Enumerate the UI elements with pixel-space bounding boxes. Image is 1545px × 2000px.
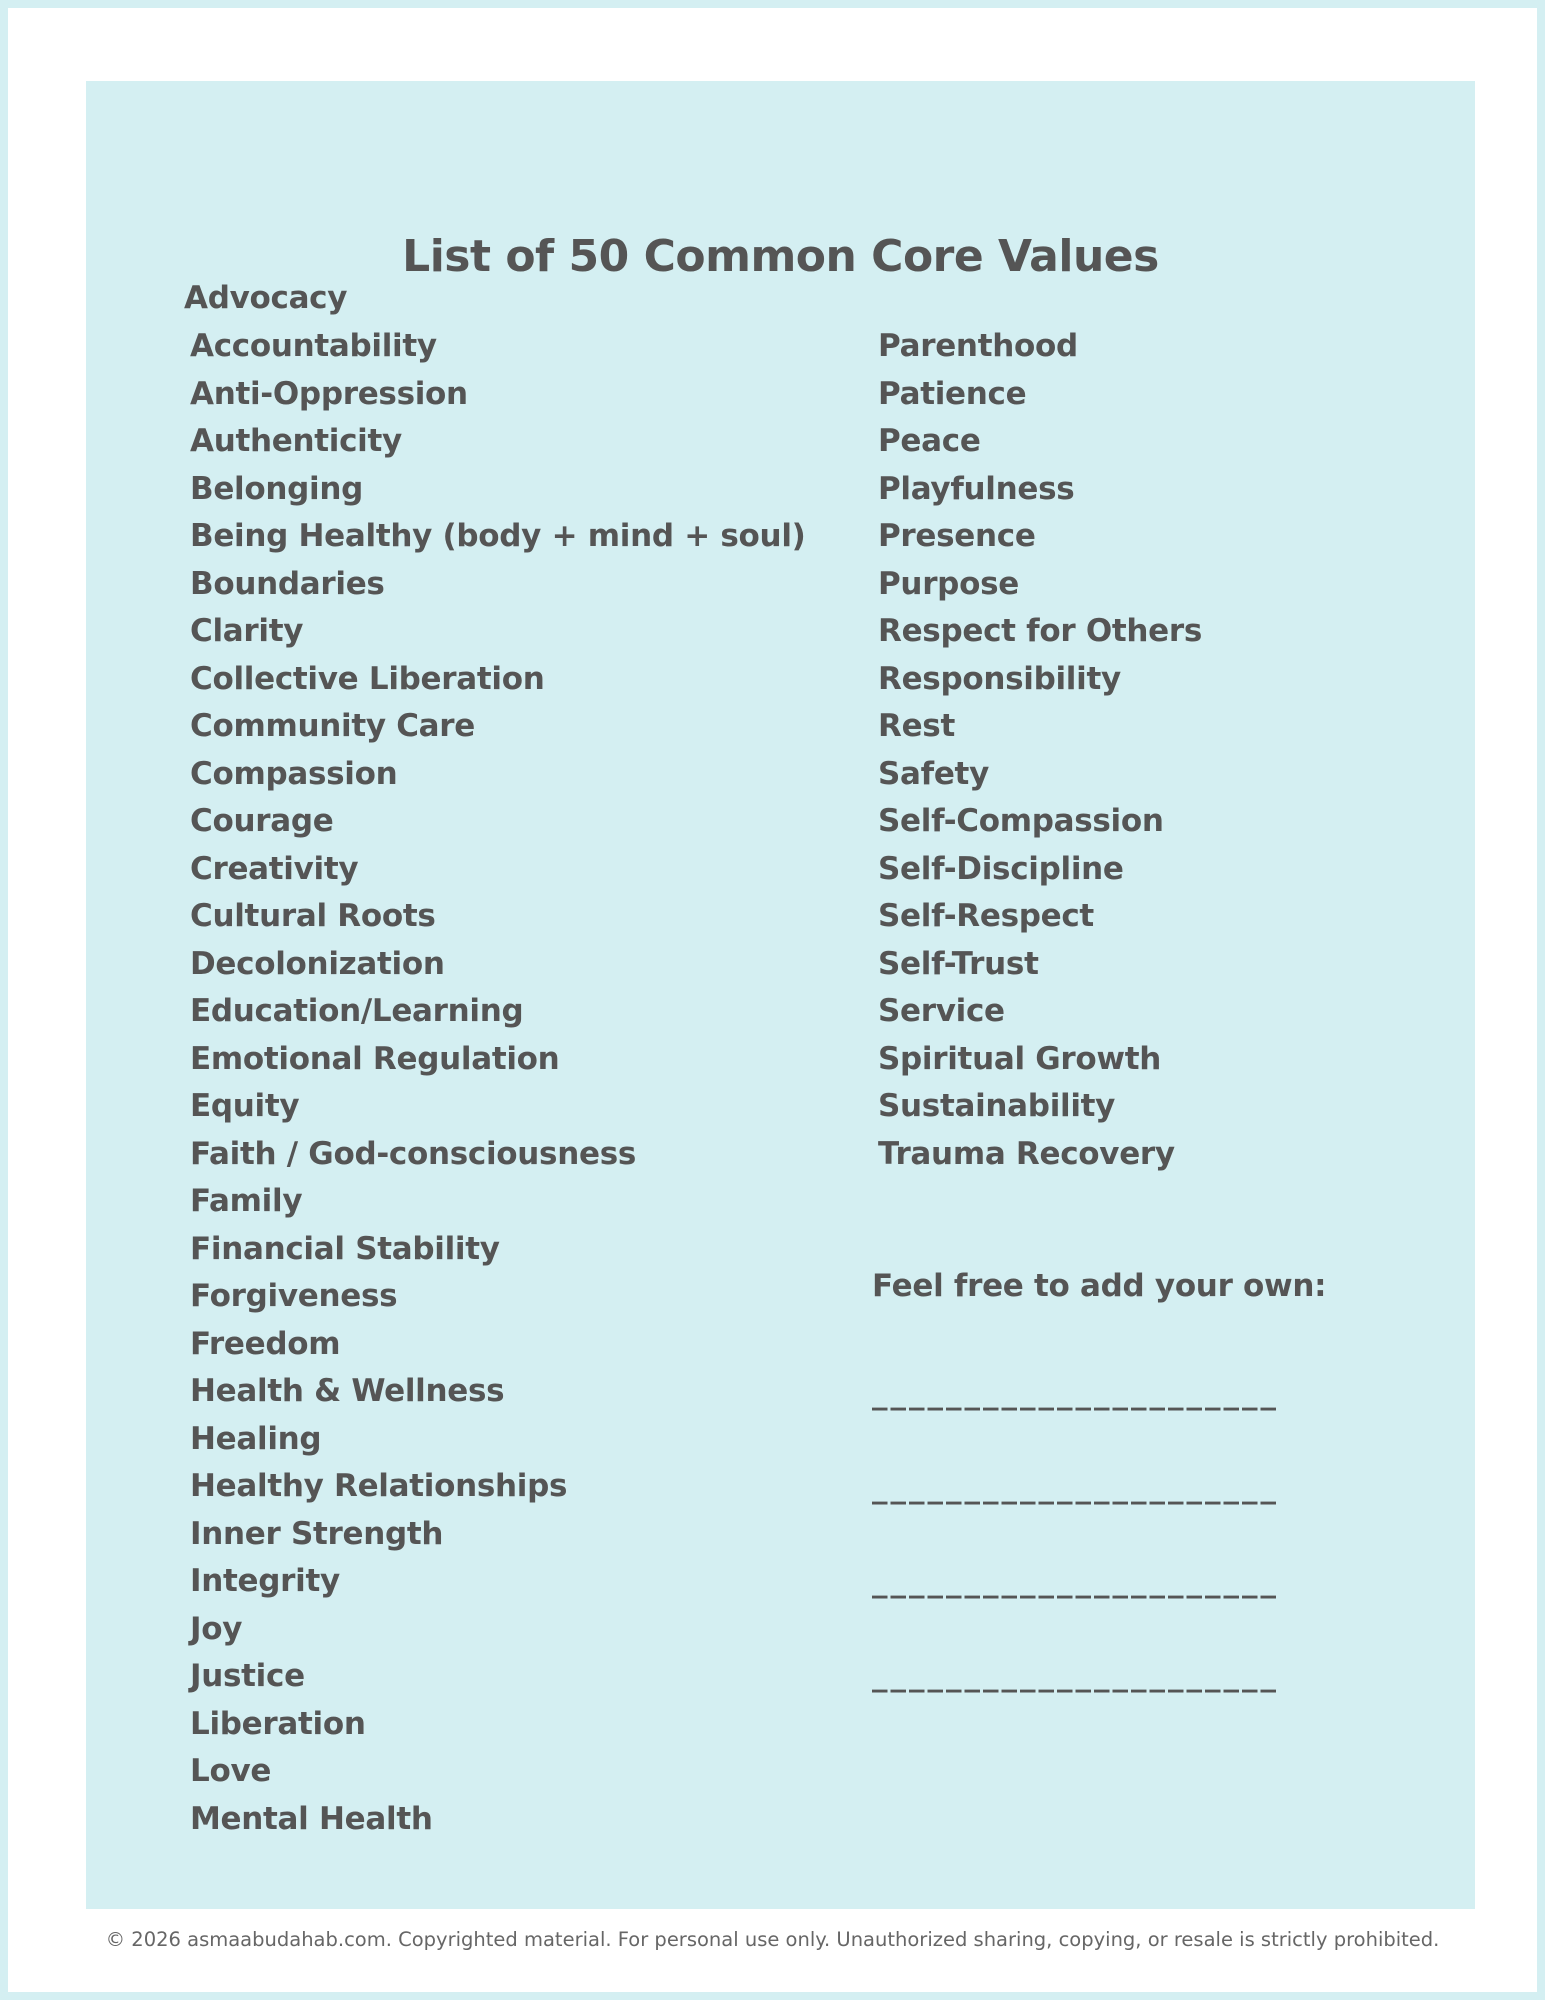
value-item: Health & Wellness [190, 1373, 505, 1409]
add-your-own-label: Feel free to add your own: [872, 1268, 1327, 1304]
copyright-footer: © 2026 asmaabudahab.com. Copyrighted material. For personal use only. Unauthorized sharing, copying, or resale is strictly prohibited. [105, 1928, 1440, 1951]
lead-value: Advocacy [184, 280, 348, 316]
blank-lines [872, 1363, 1279, 1739]
value-item: Community Care [190, 708, 476, 744]
value-item: Clarity [190, 613, 304, 649]
value-item: Decolonization [190, 945, 445, 982]
value-item: Safety [878, 755, 989, 792]
value-item: Being Healthy (body + mind + soul) [190, 518, 806, 554]
value-item: Trauma Recovery [878, 1135, 1175, 1172]
value-item: Collective Liberation [190, 660, 545, 697]
value-item: Courage [190, 803, 334, 839]
value-item: Inner Strength [190, 1515, 444, 1552]
value-item: Faith / God-consciousness [190, 1135, 637, 1172]
value-item: Rest [878, 708, 955, 744]
value-item: Self-Respect [878, 898, 1094, 934]
value-item: Accountability [190, 328, 437, 364]
right-values-column [878, 323, 1202, 1178]
value-item: Presence [878, 518, 1036, 554]
value-item: Creativity [190, 850, 359, 887]
value-item: Family [190, 1183, 303, 1219]
value-item: Purpose [878, 565, 1019, 602]
value-item: Anti-Oppression [190, 375, 468, 412]
value-item: Education/Learning [190, 993, 524, 1029]
value-item: Authenticity [190, 423, 402, 459]
value-item: Sustainability [878, 1088, 1116, 1124]
left-values-column [190, 323, 806, 1843]
value-item: Healthy Relationships [190, 1468, 568, 1504]
value-item: Playfulness [878, 470, 1075, 507]
value-item: Cultural Roots [190, 898, 436, 934]
value-item: Emotional Regulation [190, 1040, 560, 1077]
blank-line[interactable]: ______________________ [872, 1657, 1279, 1693]
value-item: Belonging [190, 470, 364, 507]
value-item: Respect for Others [878, 613, 1203, 649]
value-item: Patience [878, 375, 1027, 412]
value-item: Spiritual Growth [878, 1040, 1162, 1077]
value-item: Boundaries [190, 565, 385, 602]
page-frame [8, 8, 1537, 1992]
value-item: Self-Compassion [878, 803, 1164, 839]
value-item: Freedom [190, 1325, 341, 1362]
value-item: Healing [190, 1420, 322, 1457]
value-item: Mental Health [190, 1800, 433, 1837]
blank-line[interactable]: ______________________ [872, 1469, 1279, 1505]
value-item: Forgiveness [190, 1278, 398, 1314]
value-item: Joy [190, 1610, 243, 1647]
value-item: Compassion [190, 755, 398, 792]
value-item: Peace [878, 423, 981, 459]
value-item: Financial Stability [190, 1230, 500, 1267]
value-item: Equity [190, 1088, 300, 1124]
value-item: Self-Trust [878, 945, 1039, 982]
page-title: List of 50 Common Core Values [402, 231, 1159, 282]
value-item: Parenthood [878, 328, 1078, 364]
value-item: Liberation [190, 1705, 366, 1742]
value-item: Self-Discipline [878, 850, 1124, 887]
blank-line[interactable]: ______________________ [872, 1375, 1279, 1411]
value-item: Service [878, 993, 1005, 1029]
value-item: Responsibility [878, 660, 1121, 697]
values-panel [86, 81, 1475, 1909]
value-item: Justice [190, 1658, 305, 1694]
value-item: Integrity [190, 1563, 340, 1599]
value-item: Love [190, 1753, 272, 1789]
blank-line[interactable]: ______________________ [872, 1563, 1279, 1599]
